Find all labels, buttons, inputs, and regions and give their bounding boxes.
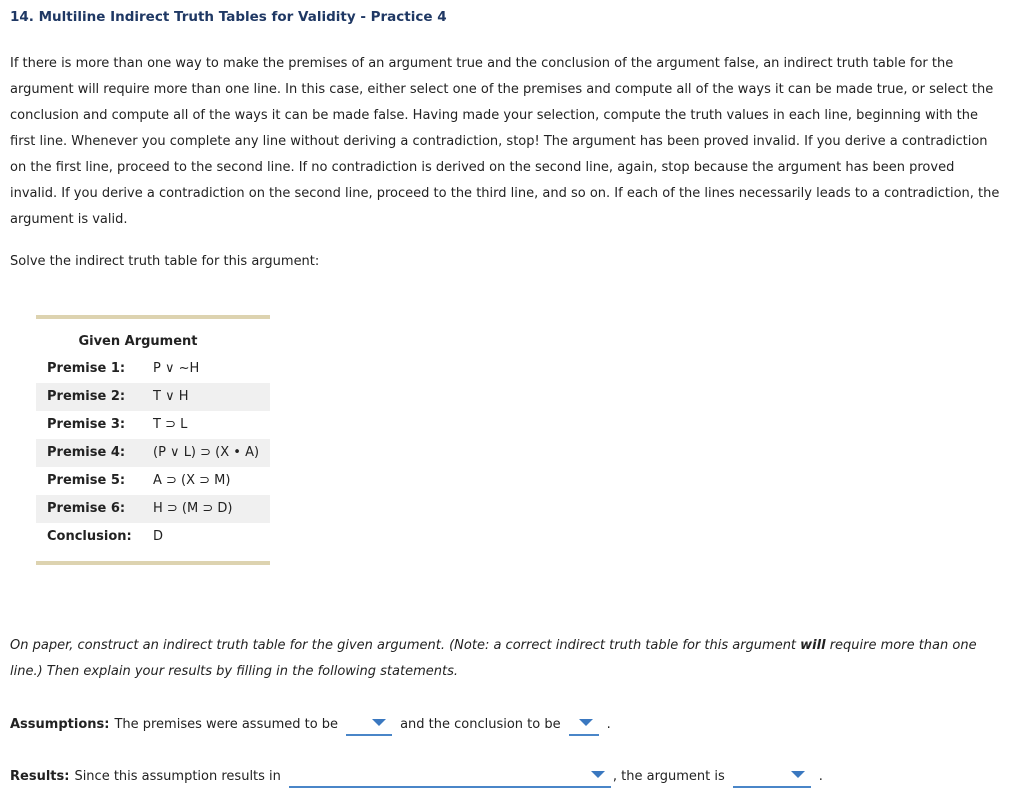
premise-formula: H ⊃ (M ⊃ D) [153, 501, 233, 516]
premise-label: Premise 3: [47, 417, 126, 432]
premise-label: Premise 5: [47, 473, 126, 488]
conclusion-truth-dropdown[interactable] [569, 712, 599, 736]
note-text-1: On paper, construct an indirect truth table for the given argument. (Note: a correct indirect truth table for this argument [10, 638, 801, 653]
premise-label: Premise 4: [47, 445, 126, 460]
conclusion-label: Conclusion: [47, 529, 132, 544]
solve-prompt: Solve the indirect truth table for this argument: [10, 254, 320, 269]
results-text-2: , the argument is [612, 768, 725, 784]
premise-5-row [36, 467, 270, 495]
note-emphasis: will [800, 638, 826, 653]
premise-formula: P ∨ ~H [153, 361, 200, 376]
premise-6-row [36, 495, 270, 523]
premise-label: Premise 6: [47, 501, 126, 516]
validity-dropdown[interactable] [733, 764, 811, 788]
premise-formula: A ⊃ (X ⊃ M) [153, 473, 231, 488]
conclusion-row [36, 523, 270, 551]
conclusion-formula: D [153, 529, 164, 544]
results-statement [10, 764, 823, 788]
given-argument-table [36, 315, 270, 565]
results-text-1: Since this assumption results in [74, 768, 281, 784]
premise-3-row [36, 411, 270, 439]
premise-4-row [36, 439, 270, 467]
assumptions-end: . [606, 716, 611, 732]
premise-formula: (P ∨ L) ⊃ (X • A) [153, 445, 260, 460]
results-outcome-dropdown[interactable] [289, 764, 611, 788]
results-end: . [818, 768, 823, 784]
premise-1-row [36, 355, 270, 383]
premise-formula: T ∨ H [153, 389, 189, 404]
note-text-2: require more than one line.) Then explain your results by filling in the following statements. [10, 638, 977, 679]
premise-label: Premise 2: [47, 389, 126, 404]
chevron-down-icon [372, 719, 386, 726]
chevron-down-icon [791, 771, 805, 778]
chevron-down-icon [579, 719, 593, 726]
premise-formula: T ⊃ L [153, 417, 188, 432]
chevron-down-icon [591, 771, 605, 778]
page-title: 14. Multiline Indirect Truth Tables for Validity - Practice 4 [10, 9, 447, 25]
premise-2-row [36, 383, 270, 411]
assumptions-text-1: The premises were assumed to be [114, 716, 339, 732]
argument-heading: Given Argument [78, 334, 198, 349]
assumptions-statement [10, 712, 611, 736]
premise-label: Premise 1: [47, 361, 126, 376]
premises-truth-dropdown[interactable] [346, 712, 392, 736]
assumptions-text-2: and the conclusion to be [400, 716, 561, 732]
instructions-paragraph: If there is more than one way to make the premises of an argument true and the conclusion of the argument false, an indirect truth table for the argument will require more than one line. In this case, either select one of the premises and compute all of the ways it can be made true, or select the conclusion and compute all of the ways it can be made false. Having made your selection, compute the truth values in each line, beginning with the first line. Whenever you complete any line without deriving a contradiction, stop! The argument has been proved invalid. If you derive a contradiction on the first line, proceed to the second line. If no contradiction is derived on the second line, again, stop because the argument has been proved invalid. If you derive a contradiction on the second line, proceed to the third line, and so on. If each of the lines necessarily leads to a contradiction, the argument is valid. [10, 56, 1000, 227]
construction-note [10, 633, 1010, 685]
results-label: Results: [10, 768, 70, 784]
assumptions-label: Assumptions: [10, 716, 110, 732]
